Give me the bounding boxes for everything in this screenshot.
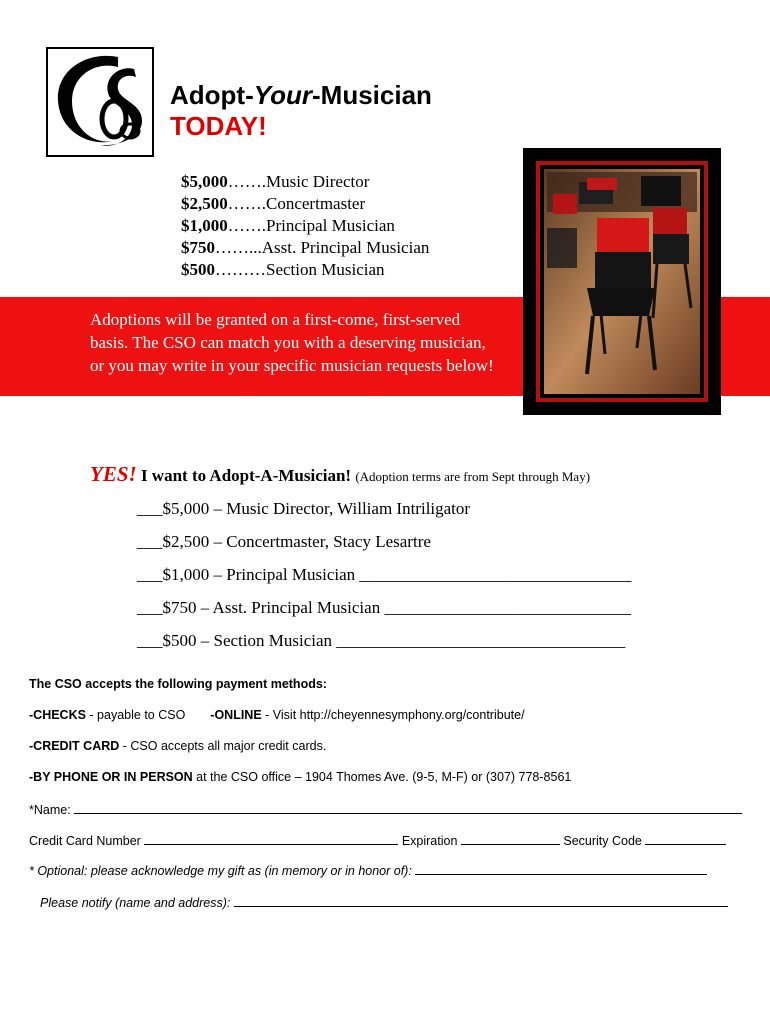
option-asst-principal-musician[interactable]: ___$750 – Asst. Principal Musician _____________________________	[137, 598, 631, 617]
tier-role: Principal Musician	[266, 216, 395, 235]
banner-line: basis. The CSO can match you with a deserving musician,	[90, 333, 486, 352]
expiration-field[interactable]	[461, 832, 560, 845]
option-principal-musician[interactable]: ___$1,000 – Principal Musician ________________________________	[137, 565, 632, 584]
payment-credit	[29, 739, 326, 753]
online-label: -ONLINE	[210, 708, 262, 722]
card-row	[29, 832, 726, 848]
cso-logo-mark	[48, 49, 152, 155]
tier-amount: $5,000	[181, 172, 228, 191]
title-today: TODAY!	[170, 111, 267, 141]
yes-line	[90, 462, 590, 487]
payment-heading-text: The CSO accepts the following payment methods:	[29, 677, 327, 691]
yes-note: (Adoption terms are from Sept through May)	[355, 469, 591, 484]
tier-dots: ……...	[215, 238, 262, 257]
checks-text: - payable to CSO	[85, 708, 186, 722]
payment-checks-online	[29, 708, 525, 722]
tier-row	[181, 259, 429, 281]
tier-list	[181, 171, 429, 281]
optional-label: * Optional: please acknowledge my gift as (in memory or in honor of):	[29, 864, 412, 878]
security-code-label: Security Code	[563, 834, 642, 848]
security-code-field[interactable]	[645, 832, 726, 845]
tier-amount: $1,000	[181, 216, 228, 235]
option-concertmaster[interactable]: ___$2,500 – Concertmaster, Stacy Lesartre	[137, 532, 431, 551]
title-prefix: Adopt-	[170, 80, 254, 110]
notify-label: Please notify (name and address):	[40, 896, 231, 910]
tier-role: Concertmaster	[266, 194, 366, 213]
name-row	[29, 801, 742, 817]
payment-heading	[29, 677, 327, 691]
cso-logo	[46, 47, 154, 157]
banner-line: or you may write in your specific musician requests below!	[90, 356, 494, 375]
banner-text	[90, 308, 530, 377]
chairs-photo	[523, 148, 721, 415]
tier-amount: $750	[181, 238, 215, 257]
title-line	[170, 80, 432, 111]
title-suffix: -Musician	[312, 80, 432, 110]
page-title	[170, 80, 432, 142]
card-number-field[interactable]	[144, 832, 398, 845]
tier-row	[181, 193, 429, 215]
tier-amount: $2,500	[181, 194, 228, 213]
banner-line: Adoptions will be granted on a first-come, first-served	[90, 310, 461, 329]
tier-dots: …….	[227, 216, 266, 235]
tier-role: Music Director	[266, 172, 370, 191]
phone-label: -BY PHONE OR IN PERSON	[29, 770, 193, 784]
phone-text: at the CSO office – 1904 Thomes Ave. (9-5, M-F) or (307) 778-8561	[192, 770, 572, 784]
name-label: *Name:	[29, 803, 71, 817]
notify-row	[40, 894, 728, 910]
online-text[interactable]: - Visit http://cheyennesymphony.org/contribute/	[261, 708, 525, 722]
name-field[interactable]	[74, 801, 742, 814]
optional-field[interactable]	[415, 862, 707, 875]
credit-text: - CSO accepts all major credit cards.	[119, 739, 327, 753]
option-section-musician[interactable]: ___$500 – Section Musician __________________________________	[137, 631, 626, 650]
option-music-director[interactable]: ___$5,000 – Music Director, William Intriligator	[137, 499, 471, 518]
payment-phone	[29, 770, 571, 784]
tier-row	[181, 171, 429, 193]
yes-word: YES!	[90, 462, 137, 486]
tier-role: Asst. Principal Musician	[261, 238, 430, 257]
expiration-label: Expiration	[401, 834, 458, 848]
tier-dots: ………	[215, 260, 266, 279]
checks-label: -CHECKS	[29, 708, 86, 722]
optional-row	[29, 862, 707, 878]
chairs-image	[523, 148, 721, 415]
notify-field[interactable]	[234, 894, 728, 907]
card-number-label: Credit Card Number	[29, 834, 141, 848]
tier-dots: …….	[227, 194, 266, 213]
tier-amount: $500	[181, 260, 215, 279]
tier-dots: …….	[227, 172, 266, 191]
yes-main-text: I want to Adopt-A-Musician!	[140, 466, 352, 485]
credit-label: -CREDIT CARD	[29, 739, 120, 753]
tier-role: Section Musician	[266, 260, 385, 279]
tier-row	[181, 237, 429, 259]
tier-row	[181, 215, 429, 237]
title-emphasis: Your	[253, 80, 313, 110]
